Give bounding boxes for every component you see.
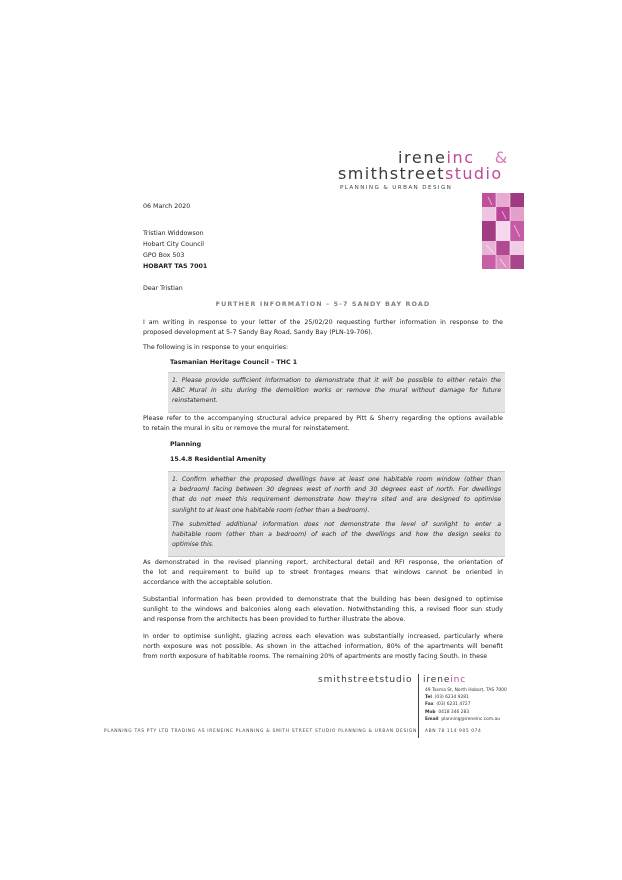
- footer-fax: [425, 701, 471, 709]
- quote-line: sunlight to at least one habitable room (other than a bedroom).: [172, 506, 370, 514]
- email-value[interactable]: planning@ireneinc.com.au: [441, 717, 500, 722]
- footer-logo-smithstreetstudio: smithstreetstudio: [318, 675, 413, 685]
- quote-line: that do not meet this requirement demonstrate how they're sited and are designed to optimise: [172, 496, 501, 504]
- footer-address: 49 Tasma St, North Hobart, TAS 7000: [425, 688, 507, 693]
- mob-value: 0418 346 283: [438, 710, 470, 715]
- para-line: from north exposure of habitable rooms. The remaining 20% of apartments are mostly facing South. In these: [143, 653, 488, 661]
- intro-line: I am writing in response to your letter of the 25/02/20 requesting further information in response to the: [143, 319, 503, 326]
- para-line: the lot and requirement to build up to street frontages means that windows cannot be oriented in: [143, 569, 503, 577]
- quote-line: habitable room (other than a bedroom) of each of the dwellings and how the design seeks to: [172, 531, 501, 539]
- salutation: Dear Tristian: [143, 285, 183, 292]
- logo-smithstreet-text: smithstreet: [338, 164, 445, 183]
- recipient-org: Hobart City Council: [143, 241, 205, 248]
- recipient-name: Tristian Widdowson: [143, 230, 204, 237]
- footer-logo-inc: inc: [450, 675, 467, 685]
- footer-logo-ireneinc: [423, 675, 466, 685]
- logo-tagline: PLANNING & URBAN DESIGN: [340, 185, 453, 191]
- section1-quote: [168, 372, 505, 413]
- section2-subheading: 15.4.8 Residential Amenity: [170, 456, 267, 463]
- para-line: accordance with the acceptable solution.: [143, 579, 273, 587]
- response-line: Please refer to the accompanying structural advice prepared by Pitt & Sherry regarding the options available: [143, 415, 503, 422]
- section2-heading: Planning: [170, 441, 202, 448]
- letter-title: FURTHER INFORMATION – 5-7 SANDY BAY ROAD: [215, 300, 431, 308]
- section1-response: [143, 414, 503, 434]
- para-line: As demonstrated in the revised planning report, architectural detail and RFI response, the orientation of: [143, 559, 503, 566]
- quote-line: 1. Confirm whether the proposed dwellings have at least one habitable room window (other than: [172, 476, 501, 483]
- section2-para2: [143, 595, 503, 626]
- following-text: The following is in response to your enquiries:: [143, 344, 289, 351]
- logo-irene-text: irene: [398, 148, 447, 167]
- footer-legal-text: PLANNING TAS PTY LTD TRADING AS IRENEINC PLANNING & SMITH STREET STUDIO PLANNING & URBAN DESIGN: [104, 729, 418, 734]
- fax-label: Fax: [425, 702, 434, 707]
- logo-smithstreetstudio: [338, 164, 503, 183]
- section2-para1: [143, 558, 503, 589]
- logo-inc-text: inc: [446, 148, 475, 167]
- quote-line: ABC Mural in situ during the demolition works or remove the mural without damage for future: [172, 387, 501, 395]
- mob-label: Mob: [425, 710, 436, 715]
- tel-value: (03) 6234 9281: [434, 695, 469, 700]
- footer-divider: [418, 674, 419, 738]
- quote-line: reinstatement.: [172, 397, 218, 405]
- footer-abn: ABN 78 114 905 074: [425, 729, 482, 734]
- quote-line: 1. Please provide sufficient information to demonstrate that it will be possible to either retain the: [172, 377, 501, 384]
- response-line: to retain the mural in situ or remove the mural for reinstatement.: [143, 425, 350, 433]
- fax-value: (03) 6231 4727: [436, 702, 471, 707]
- email-label: Email: [425, 717, 439, 722]
- tel-label: Tel: [425, 695, 432, 700]
- para-line: north exposure was not possible. As shown in the attached information, 80% of the apartments will benefit: [143, 643, 503, 651]
- footer-email: [425, 716, 500, 724]
- para-line: and response from the architects has been provided to further illustrate the above.: [143, 616, 406, 624]
- brand-mosaic-image: [482, 193, 524, 269]
- logo-ampersand: &: [494, 148, 509, 167]
- quote-line: a bedroom) facing between 30 degrees west of north and 30 degrees east of north. For dwellings: [172, 486, 501, 494]
- para-line: sunlight to the windows and balconies along each elevation. Notwithstanding this, a revised floor sun study: [143, 606, 503, 614]
- letter-date: 06 March 2020: [143, 203, 191, 210]
- para-line: In order to optimise sunlight, glazing across each elevation was substantially increased, particularly where: [143, 633, 503, 640]
- logo-studio-text: studio: [444, 164, 503, 183]
- para-line: Substantial information has been provided to demonstrate that the building has been designed to optimise: [143, 596, 503, 603]
- intro-line: proposed development at 5-7 Sandy Bay Road, Sandy Bay (PLN-19-706).: [143, 329, 373, 337]
- footer-logo-irene: irene: [423, 675, 451, 685]
- intro-paragraph: [143, 318, 503, 338]
- section2-quote: [168, 471, 505, 557]
- quote-line: The submitted additional information does not demonstrate the level of sunlight to enter a: [172, 520, 501, 528]
- section1-heading: Tasmanian Heritage Council – THC 1: [170, 359, 298, 366]
- quote-line: optimise this.: [172, 541, 214, 549]
- recipient-box: GPO Box 503: [143, 252, 185, 259]
- section2-para3: [143, 632, 503, 663]
- recipient-city: HOBART TAS 7001: [143, 263, 208, 270]
